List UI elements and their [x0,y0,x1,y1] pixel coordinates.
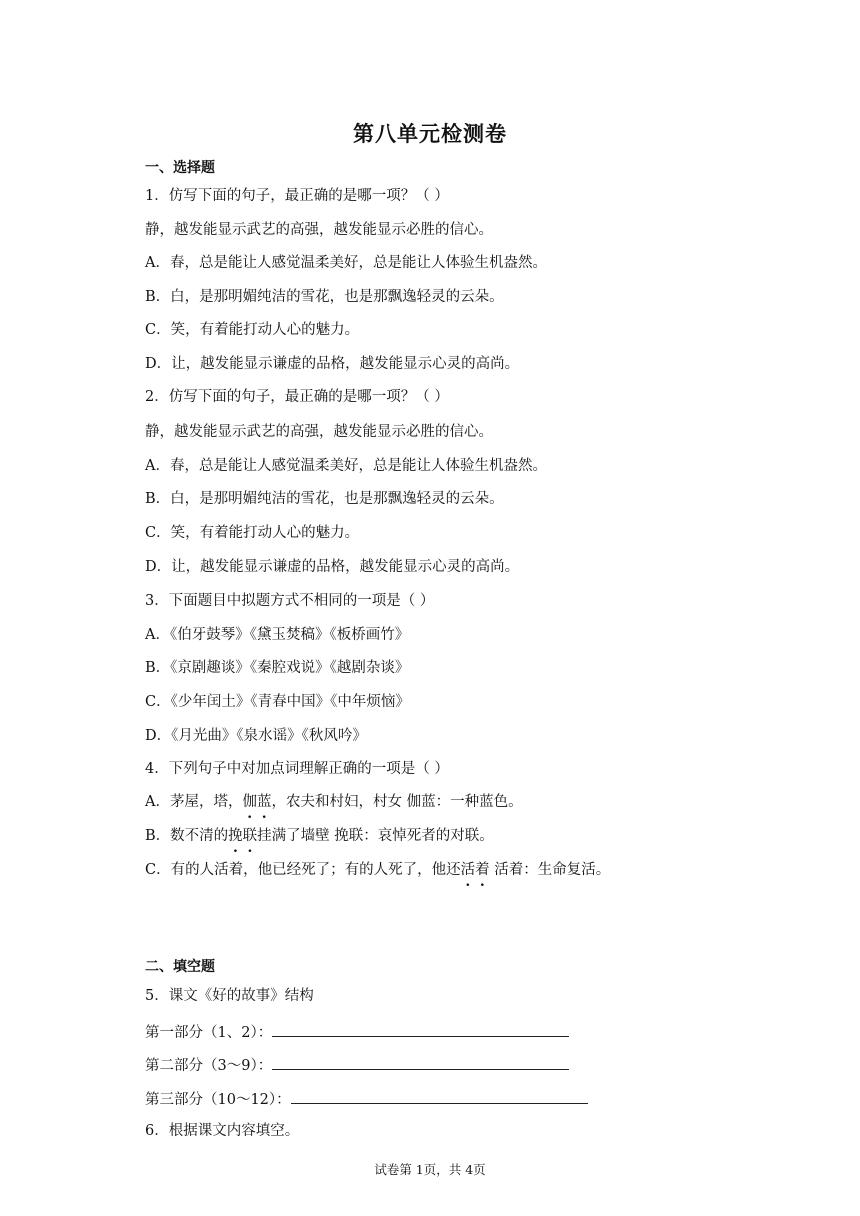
dotted-char: 伽 [242,794,257,810]
question-1-option-d: D．让，越发能显示谦虚的品格，越发能显示心灵的高尚。 [145,356,520,372]
dotted-char: 着 [475,862,490,878]
question-4-option-c [145,860,610,880]
question-2-option-c: C．笑，有着能打动人心的魅力。 [145,525,360,541]
question-3-option-c: C．《少年闰土》《青春中国》《中年烦恼》 [145,694,410,710]
question-1-option-a: A．春，总是能让人感觉温柔美好，总是能让人体验生机盎然。 [145,255,547,271]
question-4-stem: 4．下列句子中对加点词理解正确的一项是（ ） [145,761,449,777]
question-2-option-b: B．白，是那明媚纯洁的雪花，也是那飘逸轻灵的云朵。 [145,491,504,507]
question-5-part-2 [145,1053,569,1076]
dotted-char: 挽 [228,828,243,844]
dotted-char: 活 [460,862,476,878]
option-text: A．茅屋，塔， [145,794,243,810]
section-heading-fill: 二、填空题 [145,959,215,975]
page-footer: 试卷第 1页，共 4页 [374,1162,486,1177]
question-5-part-1 [145,1020,569,1043]
question-2-option-a: A．春，总是能让人感觉温柔美好，总是能让人体验生机盎然。 [145,458,547,474]
question-2-example: 静，越发能显示武艺的高强，越发能显示必胜的信心。 [145,424,493,440]
question-4-option-b [145,826,494,846]
option-text: 活着：生命复活。 [489,862,611,878]
question-3-option-b: B．《京剧趣谈》《秦腔戏说》《越剧杂谈》 [145,660,410,676]
question-2-stem: 2．仿写下面的句子，最正确的是哪一项？（ ） [145,389,449,405]
answer-blank[interactable] [272,1053,569,1070]
section-heading-choice: 一、选择题 [145,160,215,176]
option-text: 挂满了墙壁 挽联：哀悼死者的对联。 [257,828,494,844]
part-label: 第一部分（1、2）： [145,1025,273,1041]
question-1-option-c: C．笑，有着能打动人心的魅力。 [145,322,360,338]
question-5-part-3 [145,1087,588,1110]
question-1-example: 静，越发能显示武艺的高强，越发能显示必胜的信心。 [145,222,493,238]
dotted-char: 蓝 [256,794,272,810]
question-4-option-a [145,792,523,812]
question-5-stem: 5．课文《好的故事》结构 [145,988,314,1004]
option-text: ，农夫和村妇，村女 伽蓝：一种蓝色。 [271,794,523,810]
answer-blank[interactable] [291,1087,588,1104]
question-1-stem: 1．仿写下面的句子，最正确的是哪一项？（ ） [145,188,449,204]
option-text: B．数不清的 [145,828,229,844]
question-1-option-b: B．白，是那明媚纯洁的雪花，也是那飘逸轻灵的云朵。 [145,289,504,305]
option-text: C．有的人活着，他已经死了；有的人死了，他还 [145,862,461,878]
question-6-stem: 6．根据课文内容填空。 [145,1123,300,1139]
part-label: 第三部分（10～12）： [145,1092,291,1108]
question-3-option-d: D．《月光曲》《泉水谣》《秋风吟》 [145,728,367,744]
question-3-stem: 3．下面题目中拟题方式不相同的一项是（ ） [145,593,435,609]
page-title: 第八单元检测卷 [353,122,507,146]
dotted-char: 联 [242,828,258,844]
question-2-option-d: D．让，越发能显示谦虚的品格，越发能显示心灵的高尚。 [145,559,520,575]
question-3-option-a: A．《伯牙鼓琴》《黛玉焚稿》《板桥画竹》 [145,627,410,643]
part-label: 第二部分（3～9）： [145,1058,273,1074]
answer-blank[interactable] [272,1020,569,1037]
